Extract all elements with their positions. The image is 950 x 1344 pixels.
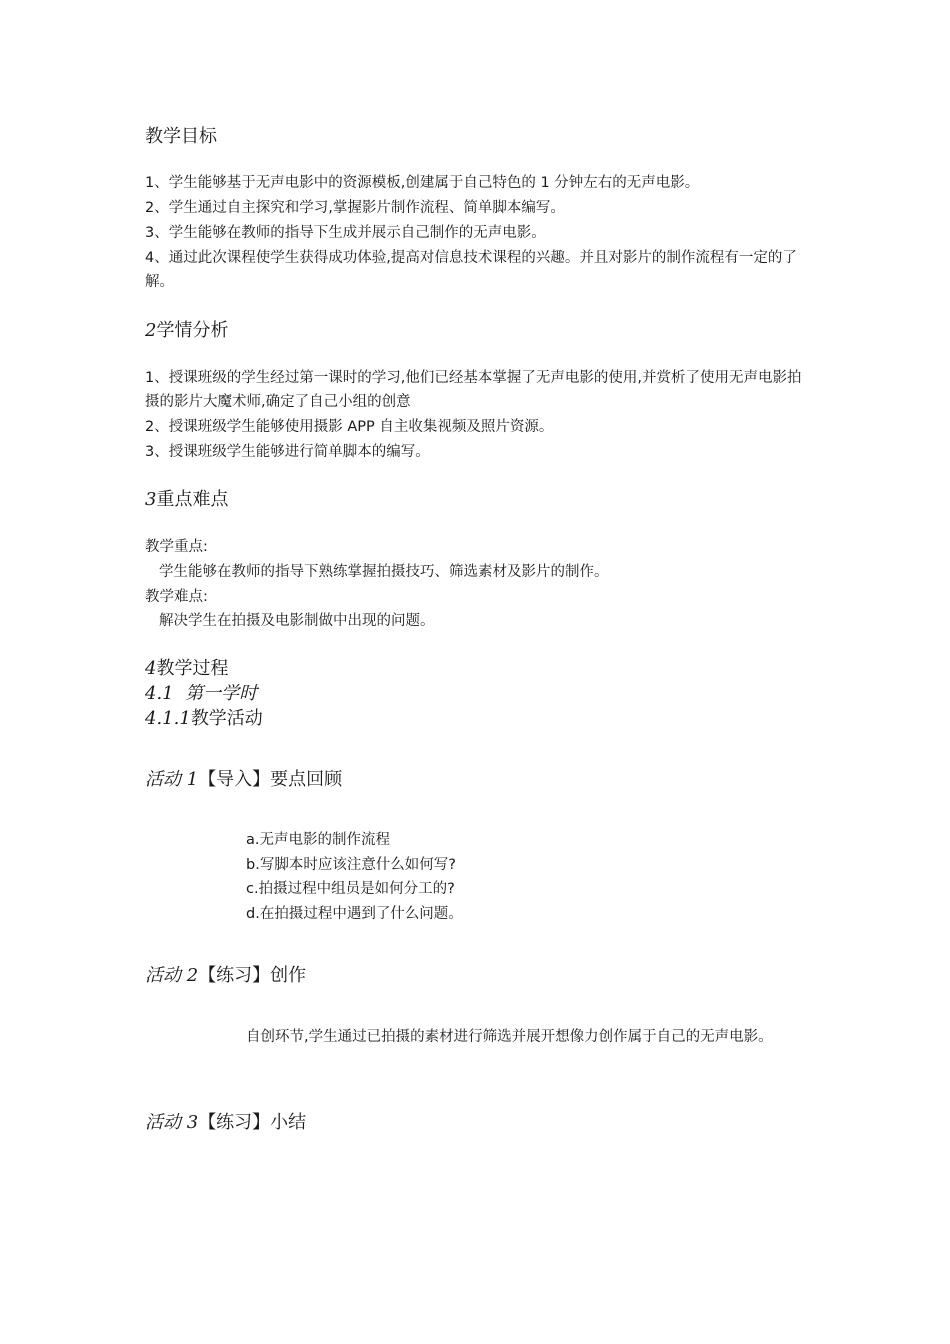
activity-1-item-b: b.写脚本时应该注意什么如何写? (246, 857, 457, 873)
activity-3-heading (145, 1111, 306, 1135)
activity-section-heading (145, 707, 263, 731)
goal-item-1: 1、学生能够基于无声电影中的资源模板,创建属于自己特色的 1 分钟左右的无声电影。 (145, 175, 700, 191)
activity-1-item-d: d.在拍摄过程中遇到了什么问题。 (246, 906, 463, 922)
lesson-heading (145, 682, 257, 706)
focus-text: 学生能够在教师的指导下熟练掌握拍摄技巧、筛选素材及影片的制作。 (159, 564, 609, 580)
process-heading-text: 教学过程 (156, 658, 229, 679)
activity-section-number: 4.1.1 (145, 708, 191, 729)
analysis-heading (145, 319, 228, 343)
activity-2-heading (145, 964, 306, 988)
analysis-heading-number: 2 (145, 320, 157, 341)
activity-1-title: 【导入】要点回顾 (198, 769, 343, 790)
analysis-item-2: 2、授课班级学生能够使用摄影 APP 自主收集视频及照片资源。 (145, 419, 554, 435)
activity-3-title: 【练习】小结 (198, 1112, 307, 1133)
activity-1-label: 活动 1 (145, 769, 199, 790)
activity-3-label: 活动 3 (145, 1112, 199, 1133)
lesson-heading-text: 第一学时 (185, 683, 258, 704)
difficulty-text: 解决学生在拍摄及电影制做中出现的问题。 (159, 613, 435, 629)
activity-1-heading (145, 768, 342, 792)
process-heading (145, 657, 228, 681)
activity-1-item-a: a.无声电影的制作流程 (246, 832, 390, 848)
analysis-heading-text: 学情分析 (156, 320, 229, 341)
activity-2-label: 活动 2 (145, 965, 199, 986)
keypoints-heading-text: 重点难点 (156, 489, 229, 510)
activity-2-title: 【练习】创作 (198, 965, 307, 986)
keypoints-heading-number: 3 (145, 489, 157, 510)
goal-item-2: 2、学生通过自主探究和学习,掌握影片制作流程、简单脚本编写。 (145, 200, 565, 216)
goals-heading: 教学目标 (145, 126, 217, 147)
lesson-heading-number: 4.1 (145, 683, 174, 704)
analysis-item-3: 3、授课班级学生能够进行简单脚本的编写。 (145, 444, 430, 460)
focus-label: 教学重点: (145, 539, 208, 555)
process-heading-number: 4 (145, 658, 157, 679)
activity-2-text: 自创环节,学生通过已拍摄的素材进行筛选并展开想像力创作属于自己的无声电影。 (246, 1029, 773, 1045)
goal-item-4: 4、通过此次课程使学生获得成功体验,提高对信息技术课程的兴趣。并且对影片的制作流程有一定的了解。 (145, 250, 797, 290)
activity-1-item-c: c.拍摄过程中组员是如何分工的? (246, 881, 455, 897)
keypoints-heading (145, 488, 228, 512)
goal-item-3: 3、学生能够在教师的指导下生成并展示自己制作的无声电影。 (145, 225, 546, 241)
activity-section-text: 教学活动 (190, 708, 263, 729)
analysis-item-1: 1、授课班级的学生经过第一课时的学习,他们已经基本掌握了无声电影的使用,并赏析了使用无声电影拍摄的影片大魔术师,确定了自己小组的创意 (145, 370, 802, 410)
difficulty-label: 教学难点: (145, 589, 208, 605)
